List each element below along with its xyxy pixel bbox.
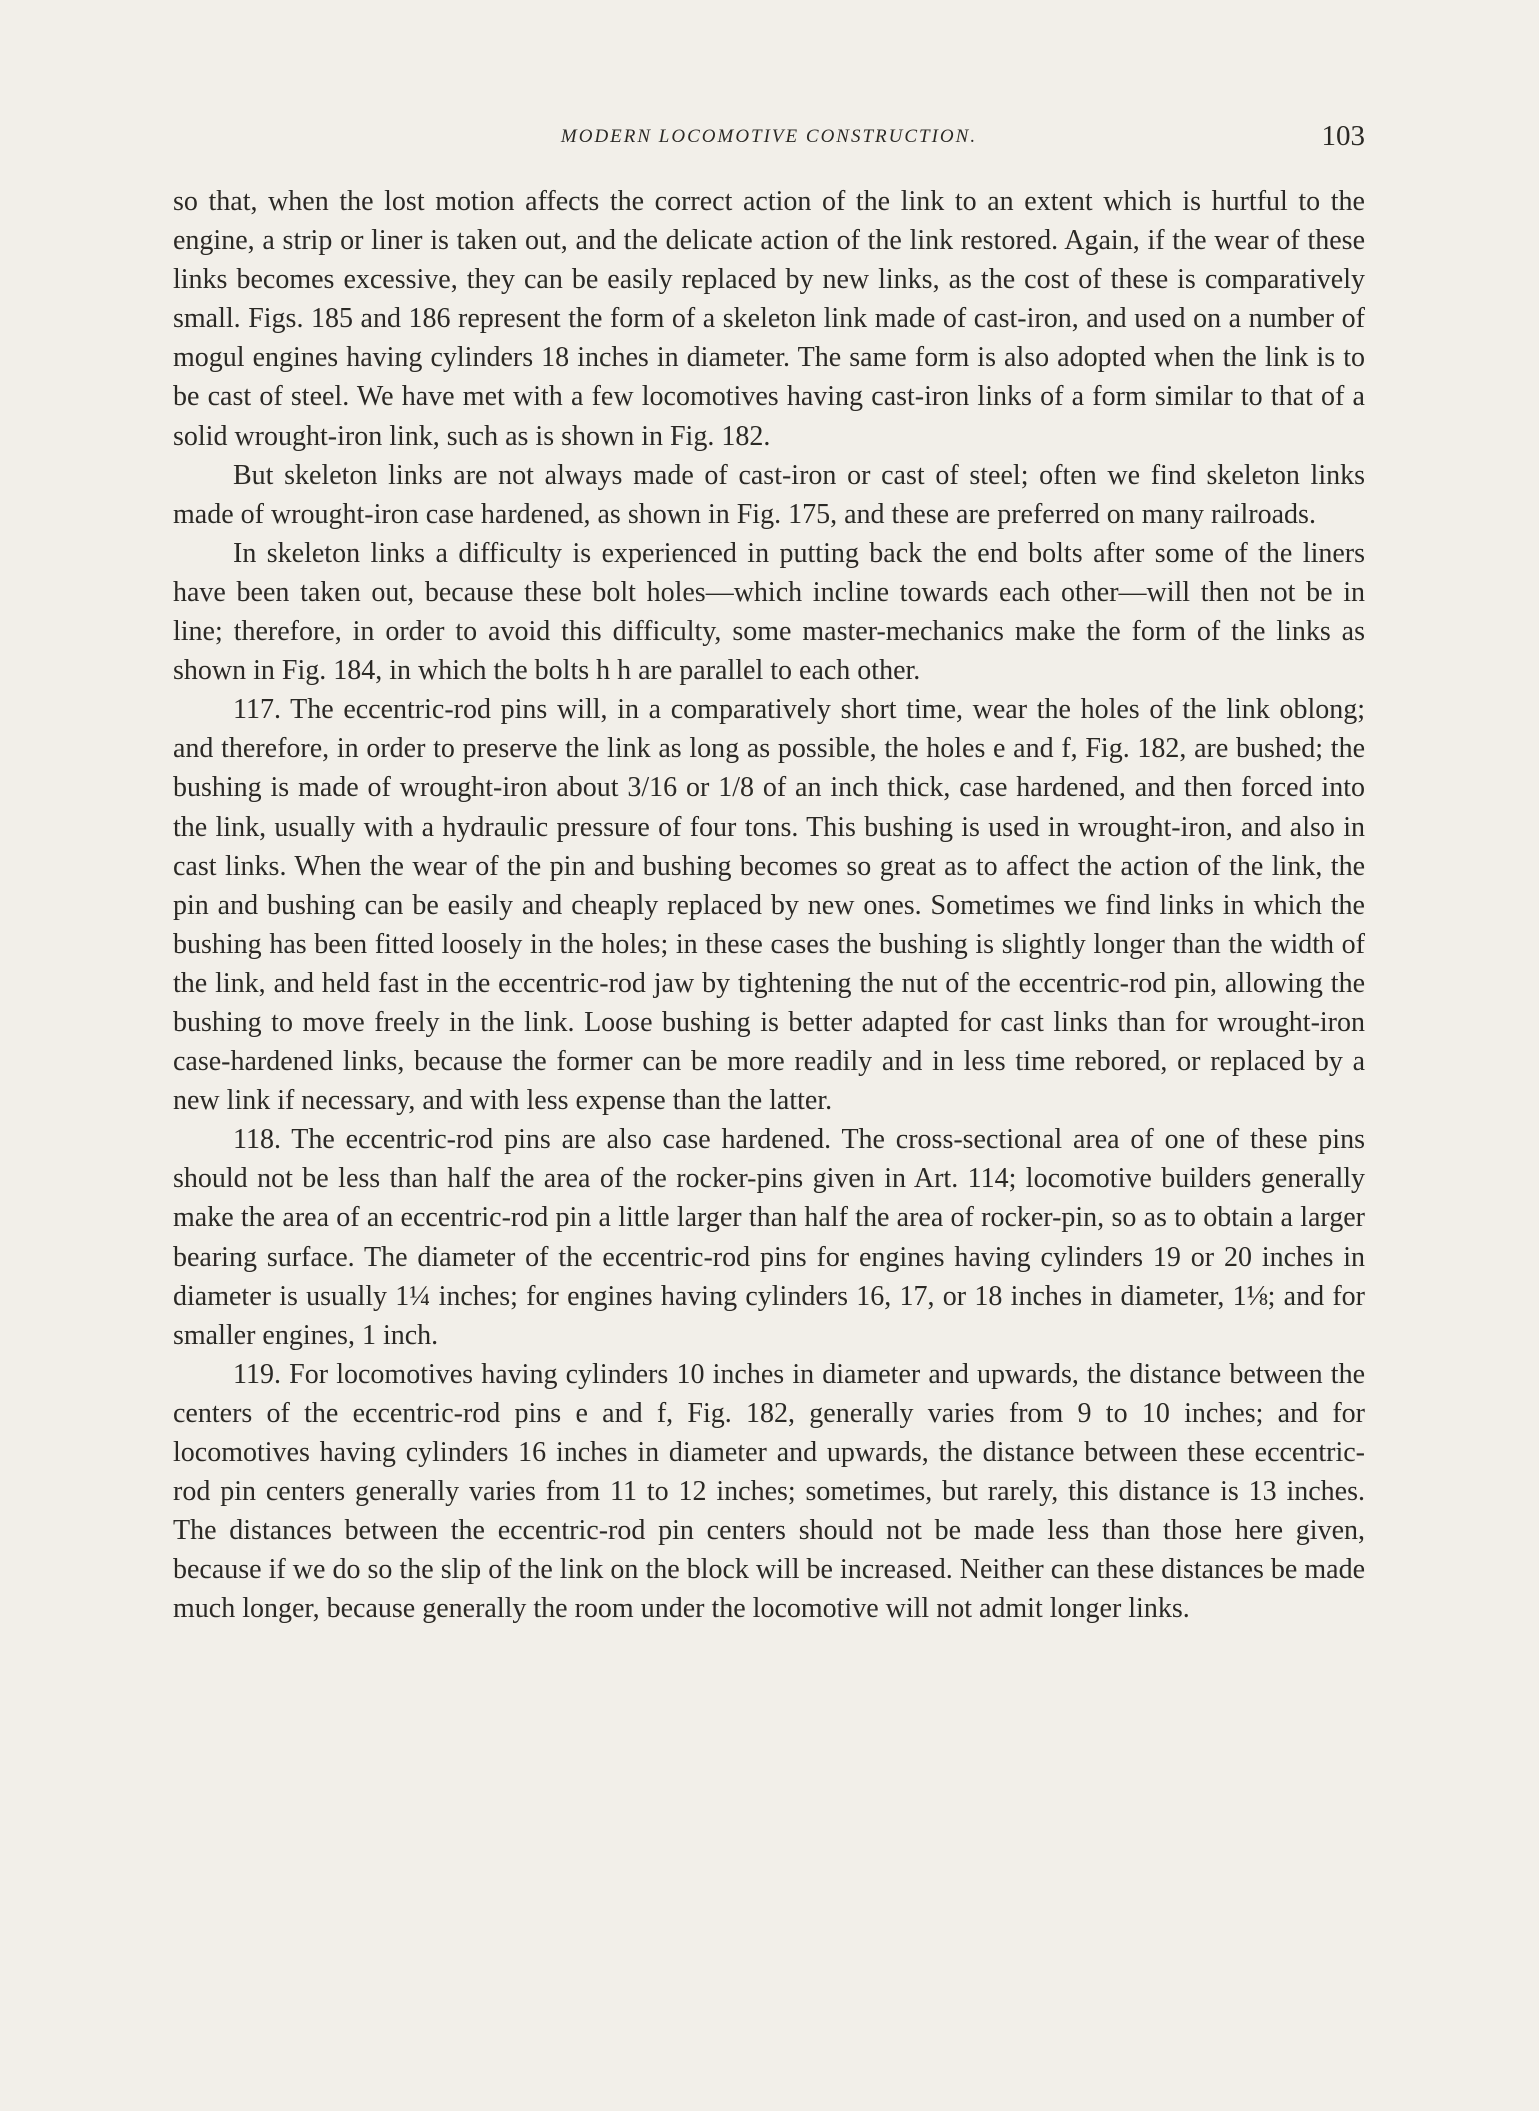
paragraph: so that, when the lost motion affects the correct action of the link to an extent which is hurtful to the engine, a strip or liner is taken out, and the delicate action of the link restored. Again, if the wear of these links becomes excessive, they can be easily replaced by new links, as the cost of these is comparatively small. Figs. 185 and 186 represent the form of a skeleton link made of cast-iron, and used on a number of mogul engines having cylinders 18 inches in diameter. The same form is also adopted when the link is to be cast of steel. We have met with a few locomotives having cast-iron links of a form similar to that of a solid wrought-iron link, such as is shown in Fig. 182. xyxy=(173,186,1365,452)
paragraph: 118. The eccentric-rod pins are also case hardened. The cross-sectional area of one of these pins should not be less than half the area of the rocker-pins given in Art. 114; locomotive builders generally make the area of an eccentric-rod pin a little larger than half the area of rocker-pin, so as to obtain a larger bearing surface. The diameter of the eccentric-rod pins for engines having cylinders 19 or 20 inches in diameter is usually 1¼ inches; for engines having cylinders 16, 17, or 18 inches in diameter, 1⅛; and for smaller engines, 1 inch. xyxy=(173,1124,1365,1351)
page-header xyxy=(173,120,1365,160)
paragraph: 117. The eccentric-rod pins will, in a comparatively short time, wear the holes of the link oblong; and therefore, in order to preserve the link as long as possible, the holes e and f, Fig. 182, are bushed; the bushing is made of wrought-iron about 3/16 or 1/8 of an inch thick, case hardened, and then forced into the link, usually with a hydraulic pressure of four tons. This bushing is used in wrought-iron, and also in cast links. When the wear of the pin and bushing becomes so great as to affect the action of the link, the pin and bushing can be easily and cheaply replaced by new ones. Sometimes we find links in which the bushing has been fitted loosely in the holes; in these cases the bushing is slightly longer than the width of the link, and held fast in the eccentric-rod jaw by tightening the nut of the eccentric-rod pin, allowing the bushing to move freely in the link. Loose bushing is better adapted for cast links than for wrought-iron case-hardened links, because the former can be more readily and in less time rebored, or replaced by a new link if necessary, and with less expense than the latter. xyxy=(173,694,1365,1117)
paragraph: In skeleton links a difficulty is experienced in putting back the end bolts after some of the liners have been taken out, because these bolt holes—which incline towards each other—will then not be in line; therefore, in order to avoid this difficulty, some master-mechanics make the form of the links as shown in Fig. 184, in which the bolts h h are parallel to each other. xyxy=(173,537,1365,687)
running-head: MODERN LOCOMOTIVE CONSTRUCTION. xyxy=(560,126,978,147)
body-text xyxy=(173,182,1365,1628)
page-number: 103 xyxy=(1321,120,1365,152)
paragraph: But skeleton links are not always made of cast-iron or cast of steel; often we find skeleton links made of wrought-iron case hardened, as shown in Fig. 175, and these are preferred on many railroads. xyxy=(173,459,1365,530)
paragraph: 119. For locomotives having cylinders 10 inches in diameter and upwards, the distance between the centers of the eccentric-rod pins e and f, Fig. 182, generally varies from 9 to 10 inches; and for locomotives having cylinders 16 inches in diameter and upwards, the distance between these eccentric-rod pin centers generally varies from 11 to 12 inches; sometimes, but rarely, this distance is 13 inches. The distances between the eccentric-rod pin centers should not be made less than those here given, because if we do so the slip of the link on the block will be increased. Neither can these distances be made much longer, because generally the room under the locomotive will not admit longer links. xyxy=(173,1358,1365,1625)
